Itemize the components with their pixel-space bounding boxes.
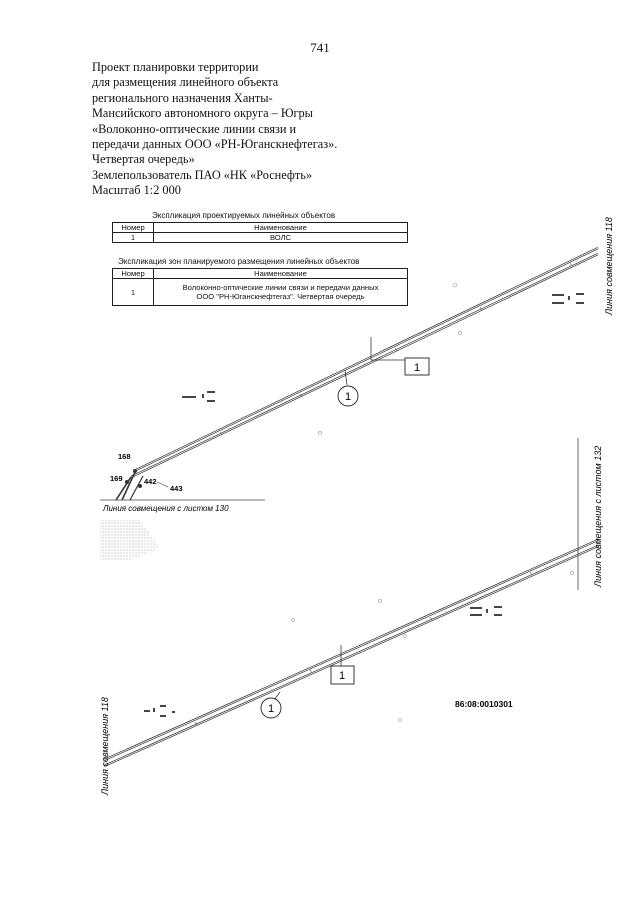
- corridor-bottom: [104, 540, 598, 766]
- corridor-top: [116, 248, 598, 500]
- header-line: Землепользователь ПАО «НК «Роснефть»: [92, 167, 312, 182]
- header-line: Четвертая очередь»: [92, 152, 195, 167]
- table2-cell-number: 1: [113, 279, 154, 306]
- table1-cell-number: 1: [113, 233, 154, 243]
- header-line: регионального назначения Ханты-: [92, 90, 273, 105]
- table1-caption: Экспликация проектируемых линейных объектов: [152, 211, 336, 220]
- small-annotation: [182, 293, 584, 402]
- table2-cell-name-line: ООО "РН-Юганскнефтегаз". Четвертая очередь: [196, 292, 365, 301]
- header-line: Мансийского автономного округа – Югры: [92, 106, 313, 121]
- hatched-area: [100, 520, 160, 560]
- vertical-label-top: Линия совмещения 118: [604, 217, 614, 315]
- header-line: передачи данных ООО «РН-Юганскнефтегаз».: [92, 137, 338, 152]
- table2-col-name: Наименование: [154, 269, 408, 279]
- cadastral-number: 86:08:0010301: [455, 699, 513, 709]
- page-number: 741: [310, 40, 330, 55]
- point-label-443: 443: [170, 484, 183, 493]
- header-line: для размещения линейного объекта: [92, 75, 279, 90]
- map-symbols: [292, 571, 574, 721]
- circled-marker-top-label: 1: [344, 391, 352, 403]
- header-line: «Волоконно-оптические линии связи и: [92, 121, 297, 136]
- boxed-marker-bottom-label: 1: [338, 670, 346, 682]
- vertical-label-bottom-right: Линия совмещения с листом 132: [593, 445, 603, 587]
- header-line: Проект планировки территории: [92, 60, 259, 74]
- point-label-168: 168: [118, 452, 131, 461]
- table1-col-name: Наименование: [154, 223, 408, 233]
- table2-col-number: Номер: [113, 269, 154, 279]
- point-label-442: 442: [144, 477, 157, 486]
- circled-marker-bottom-label: 1: [267, 703, 275, 715]
- table1-cell-name: ВОЛС: [154, 233, 408, 243]
- table2-cell-name-line: Волоконно-оптические линии связи и передачи данных: [182, 283, 379, 292]
- match-line-130-label: Линия совмещения с листом 130: [103, 504, 229, 513]
- table2-caption: Экспликация зон планируемого размещения линейных объектов: [118, 257, 360, 266]
- map-symbols: [318, 283, 461, 435]
- vertical-label-bottom-left: Линия совмещения 118: [100, 697, 110, 795]
- table1-col-number: Номер: [113, 223, 154, 233]
- header-line: Масштаб 1:2 000: [92, 183, 181, 198]
- boxed-marker-top-label: 1: [413, 362, 421, 374]
- point-label-169: 169: [110, 474, 123, 483]
